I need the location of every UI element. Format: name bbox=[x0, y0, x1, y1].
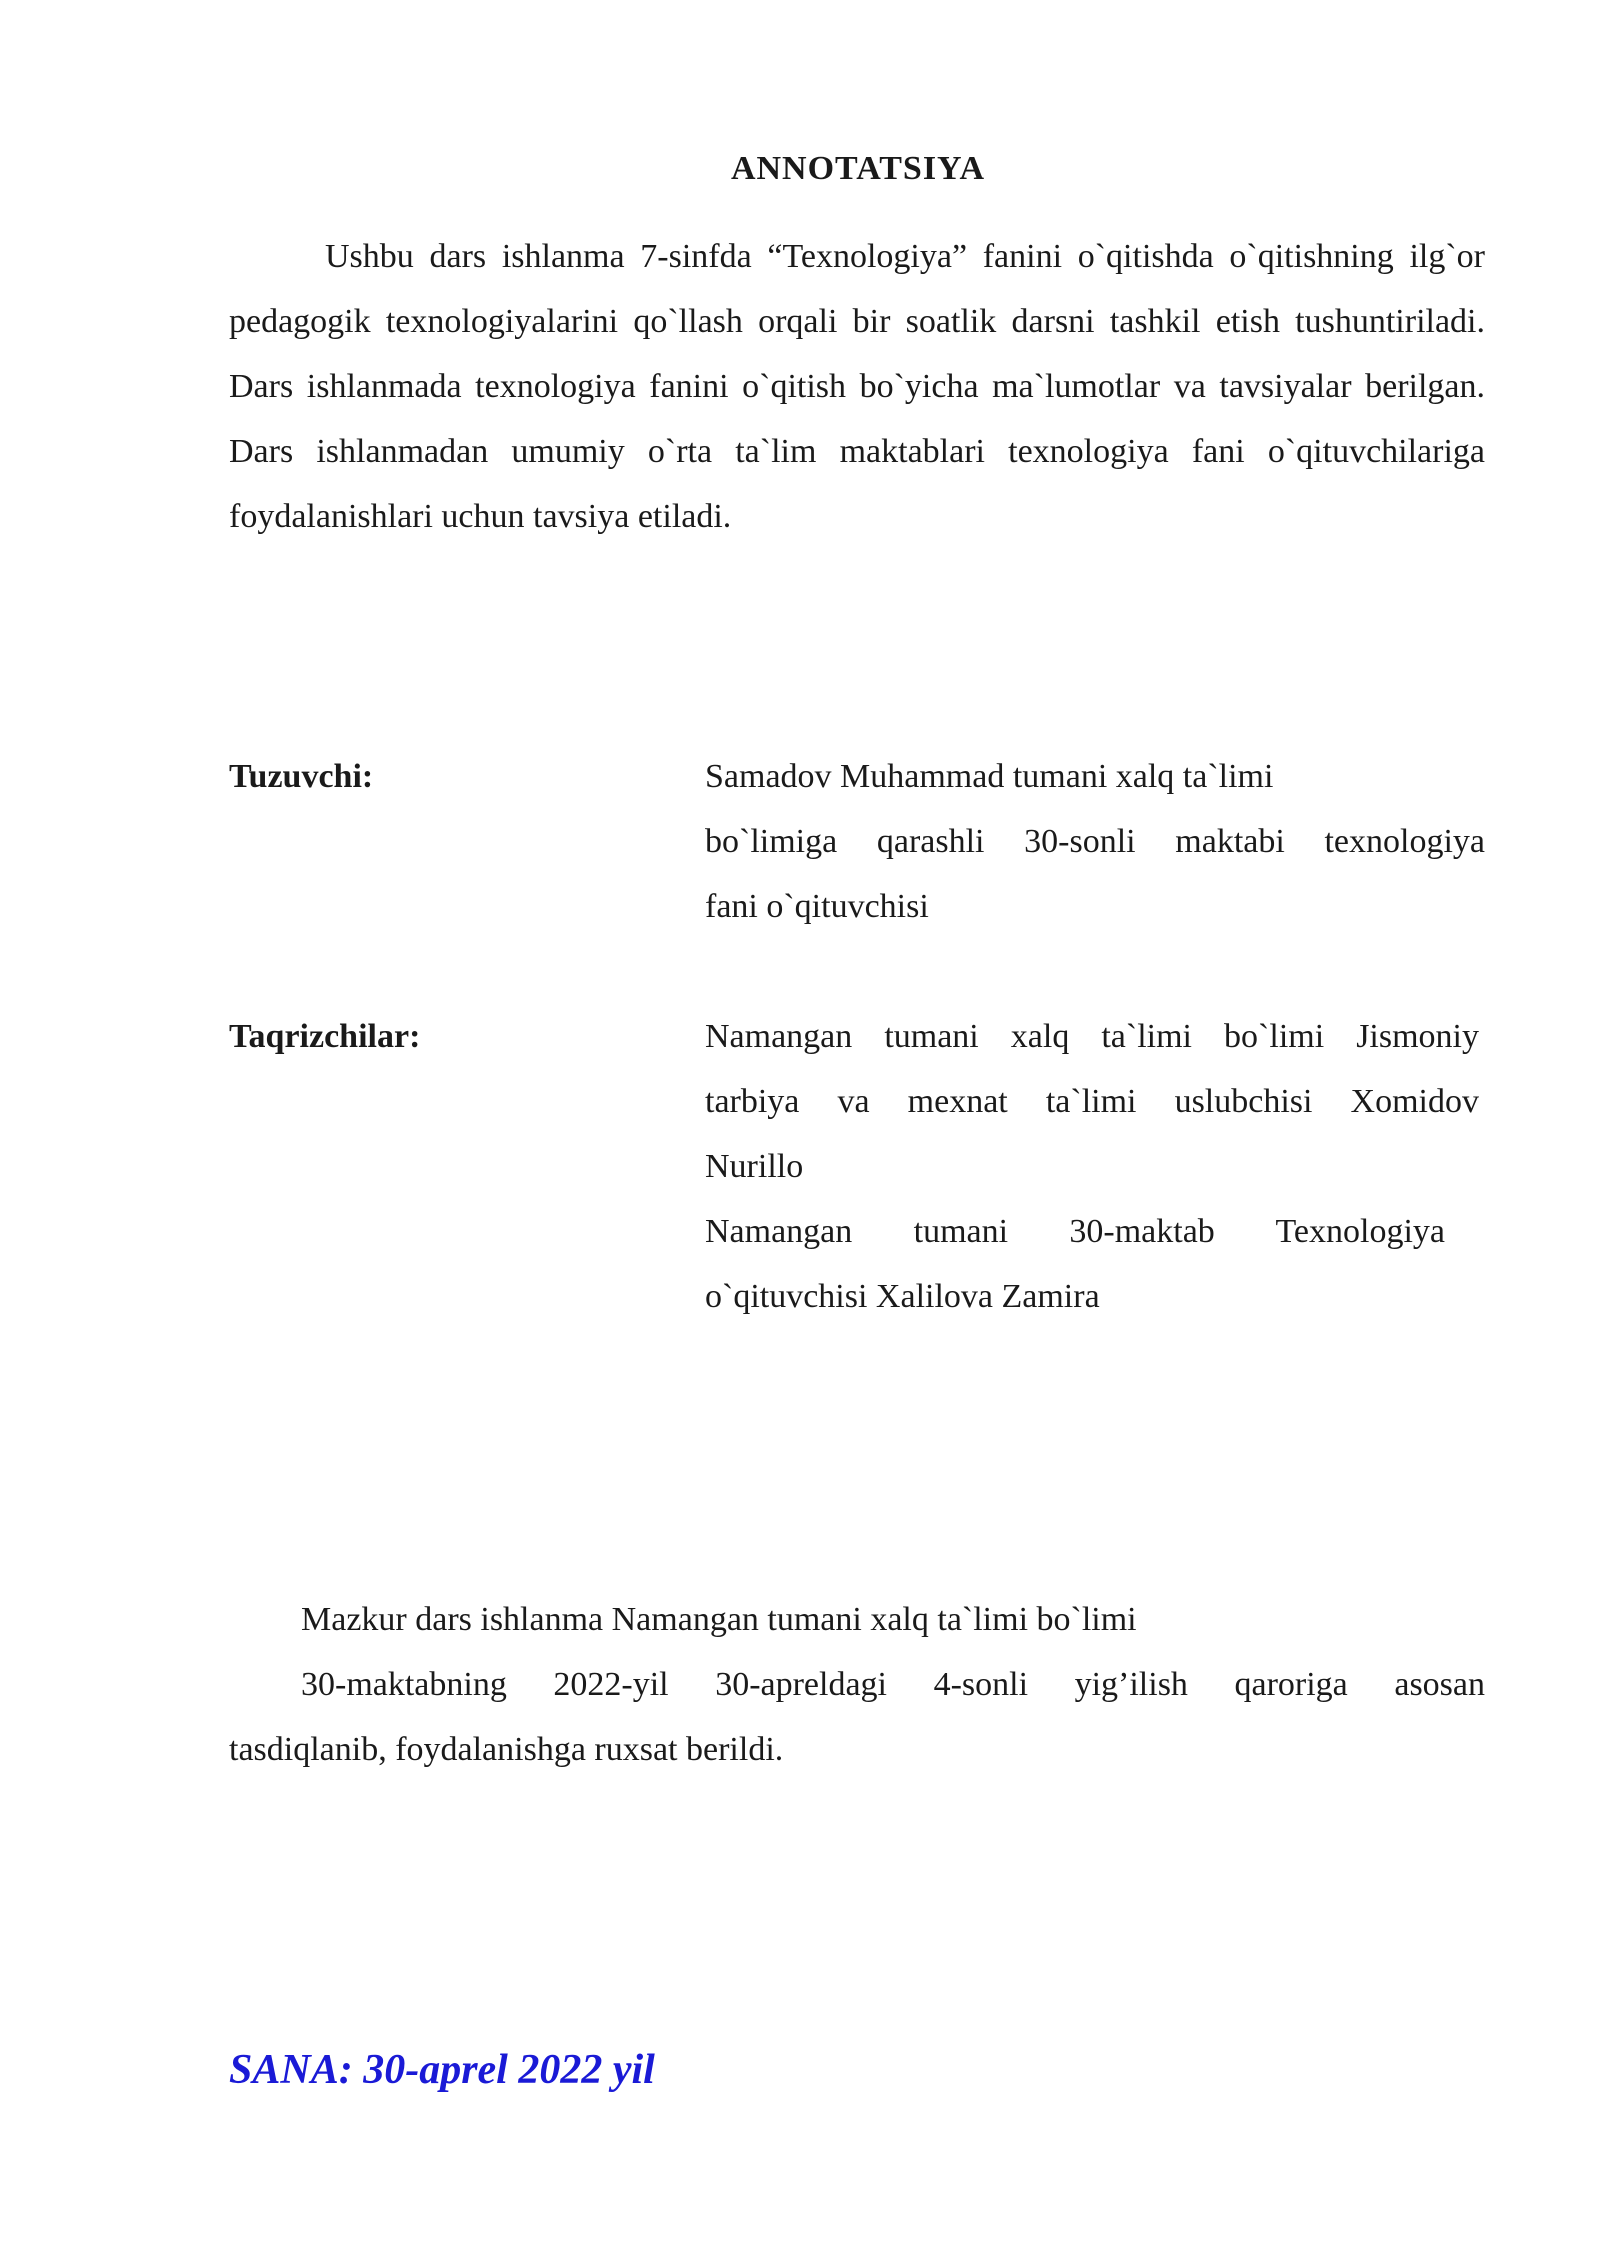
approval-paragraph bbox=[229, 1587, 1485, 1782]
reviewer-line: o`qituvchisi Xalilova Zamira bbox=[705, 1278, 1100, 1315]
approval-line: tasdiqlanib, foydalanishga ruxsat berildi. bbox=[229, 1731, 784, 1768]
annotation-paragraph: Ushbu dars ishlanma 7-sinfda “Texnologiya” fanini o`qitishda o`qitishning ilg`or pedagogik texnologiyalarini qo`llash orqali bir soatlik darsni tashkil etish tushuntiriladi. Dars ishlanmada texnologiya fanini o`qitish bo`yicha ma`lumotlar va tavsiyalar berilgan. Dars ishlanmadan umumiy o`rta ta`lim maktablari texnologiya fani o`qituvchilariga foydalanishlari uchun tavsiya etiladi. bbox=[229, 238, 1485, 535]
reviewer-line: Namangan tumani xalq ta`limi bo`limi Jismoniy bbox=[705, 1018, 1479, 1055]
author-line: fani o`qituvchisi bbox=[705, 888, 929, 925]
author-line: bo`limiga qarashli 30-sonli maktabi texnologiya bbox=[705, 823, 1485, 860]
author-line: Samadov Muhammad tumani xalq ta`limi bbox=[705, 758, 1274, 795]
author-label: Tuzuvchi: bbox=[229, 758, 374, 795]
reviewer-line: Namangan tumani 30-maktab Texnologiya bbox=[705, 1213, 1445, 1250]
reviewer-line: Nurillo bbox=[705, 1148, 804, 1185]
reviewer-line: tarbiya va mexnat ta`limi uslubchisi Xomidov bbox=[705, 1083, 1479, 1120]
approval-line: 30-maktabning 2022-yil 30-apreldagi 4-sonli yig’ilish qaroriga asosan bbox=[301, 1666, 1485, 1703]
reviewers-label: Taqrizchilar: bbox=[229, 1018, 421, 1055]
document-date: SANA: 30-aprel 2022 yil bbox=[229, 2047, 655, 2093]
approval-line: Mazkur dars ishlanma Namangan tumani xalq ta`limi bo`limi bbox=[301, 1601, 1137, 1638]
reviewers-details bbox=[705, 1004, 1479, 1329]
document-title: ANNOTATSIYA bbox=[730, 150, 986, 187]
author-details bbox=[705, 744, 1485, 939]
